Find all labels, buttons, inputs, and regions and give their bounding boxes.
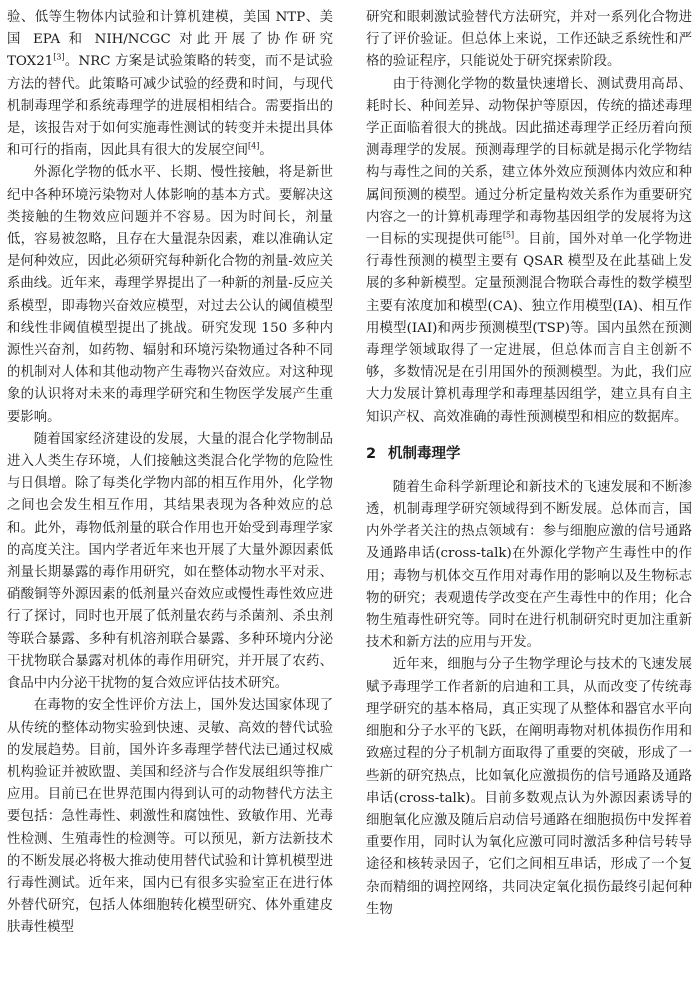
- paragraph: 在毒物的安全性评价方法上，国外发达国家体现了从传统的整体动物实验到快速、灵敏、高效的替代试验的发展趋势。目前，国外许多毒理学替代法已通过权威机构验证并被欧盟、美国和经济与合作发展组织等推广应用。目前已在世界范围内得到认可的动物替代方法主要包括：急性毒性、刺激性和腐蚀性、致敏作用、光毒性检测、生殖毒性的检测等。可以预见，新方法新技术的不断发展必将极大推动使用替代试验和计算机模型进行毒性测试。近年来，国内已有很多实验室正在进行体外替代研究，包括人体细胞转化模型研究、体外重建皮肤毒性模型: [7, 698, 333, 936]
- section-number: 2: [366, 445, 377, 462]
- citation-ref: [3]: [53, 52, 65, 62]
- paragraph: 随着生命科学新理论和新技术的飞速发展和不断渗透，机制毒理学研究领域得到不断发展。总体而言，国内外学者关注的热点领域有：参与细胞应激的信号通路及通路串话(cross-talk)在外源化学物产生毒性中的作用；毒物与机体交互作用对毒作用的影响以及生物标志物的研究；表观遗传学改变在产生毒性中的作用；化合物生殖毒性研究等。同时在进行机制研究时更加注重新技术和新方法的应用与开发。: [366, 479, 692, 651]
- paragraph: [366, 74, 692, 429]
- section-title: 机制毒理学: [388, 445, 461, 462]
- paragraph: 研究和眼刺激试验替代方法研究，并对一系列化合物进行了评价验证。但总体上来说，工作还缺乏系统性和严格的验证程序，只能说处于研究探索阶段。: [366, 10, 692, 70]
- paragraph-text: 。目前，国外对单一化学物进行毒性预测的模型主要有 QSAR 模型及在此基础上发展的多种新模型。定量预测混合物联合毒性的数学模型主要有浓度加和模型(CA)、独立作用模型(IA)、相互作用模型(IAI)和两步预测模型(TSP)等。国内虽然在预测毒理学领域取得了一定进展，但总体而言自主创新不够，多数情况是在引用国外的预测模型。为此，我们应大力发展计算机毒理学和毒理基因组学，建立具有自主知识产权、高效准确的毒性预测模型和相应的数据库。: [366, 232, 692, 425]
- paragraph-text: 验、低等生物体内试验和计算机建模，美国 NTP、美国 EPA 和 NIH/NCGC 对此开展了协作研究 TOX21: [7, 10, 333, 70]
- paragraph-text: 。: [259, 143, 273, 159]
- section-heading: [366, 443, 692, 465]
- citation-ref: [4]: [248, 141, 260, 151]
- citation-ref: [5]: [502, 230, 515, 240]
- paragraph: 近年来，细胞与分子生物学理论与技术的飞速发展赋予毒理学工作者新的启迪和工具，从而改变了传统毒理学研究的基本格局，真正实现了从整体和器官水平向细胞和分子水平的飞跃，在阐明毒物对机体损伤作用和致癌过程的分子机制方面取得了重要的突破，形成了一些新的研究热点，比如氧化应激损伤的信号通路及通路串话(cross-talk)。目前多数观点认为外源因素诱导的细胞氧化应激及随后启动信号通路在细胞损伤中发挥着重要作用，同时认为氧化应激可同时激活多种信号转导途径和核转录因子，它们之间相互串话，形成了一个复杂而精细的调控网络，共同决定氧化损伤最终引起何种生物: [366, 657, 692, 917]
- paragraph: 随着国家经济建设的发展，大量的混合化学物制品进入人类生存环境，人们接触这类混合化学物的危险性与日俱增。除了每类化学物内部的相互作用外，化学物之间也会发生相互作用，其结果表现为各种效应的总和。此外，毒物低剂量的联合作用也开始受到毒理学家的高度关注。国内学者近年来也开展了大量外源因素低剂量长期暴露的毒作用研究，如在整体动物水平对汞、硝酸铜等外源因素的低剂量兴奋效应或慢性毒性效应进行了探讨，同时也开展了低剂量农药与杀菌剂、杀虫剂等联合暴露、多种有机溶剂联合暴露、多种环境内分泌干扰物联合暴露对机体的毒作用研究，并开展了农药、食品中内分泌干扰物的复合效应评估技术研究。: [7, 431, 333, 692]
- paragraph-text: 。NRC 方案是试验策略的转变，而不是试验方法的替代。此策略可减少试验的经费和时间，与现代机制毒理学和系统毒理学的进展相相结合。需要指出的是，该报告对于如何实施毒性测试的转变并未提出具体和可行的指南，因此具有很大的发展空间: [7, 54, 333, 159]
- paragraph: [7, 7, 333, 162]
- paragraph: 外源化学物的低水平、长期、慢性接触，将是新世纪中各种环境污染物对人体影响的基本方式。要解决这类接触的生物效应问题并不容易。因为时间长，剂量低，容易被忽略，且存在大量混杂因素，难以准确认定是何种效应，因此必须研究每种新化合物的剂量-效应关系曲线。近年来，毒理学界提出了一种新的剂量-反应关系模型，即毒物兴奋效应模型，对过去公认的阈值模型和线性非阈值模型提出了挑战。研究发现 150 多种内源性兴奋剂，如药物、辐射和环境污染物通过各种不同的机制对人体和其他动物产生毒物兴奋效应。对这种现象的认识将对未来的毒理学研究和生物医学发展产生重要影响。: [7, 165, 333, 425]
- right-column: [366, 7, 692, 921]
- paragraph-text: 由于待测化学物的数量快速增长、测试费用高昂、耗时长、种间差异、动物保护等原因，传统的描述毒理学正面临着很大的挑战。因此描述毒理学正经历着向预测毒理学的发展。预测毒理学的目标就是揭示化学物结构与毒性之间的关系，建立体外效应预测体内效应和种属间预测的模型。通过分析定量构效关系作为重要研究内容之一的计算机毒理学和毒物基因组学的发展将为这一目标的实现提供可能: [366, 76, 692, 248]
- left-column: [7, 7, 333, 940]
